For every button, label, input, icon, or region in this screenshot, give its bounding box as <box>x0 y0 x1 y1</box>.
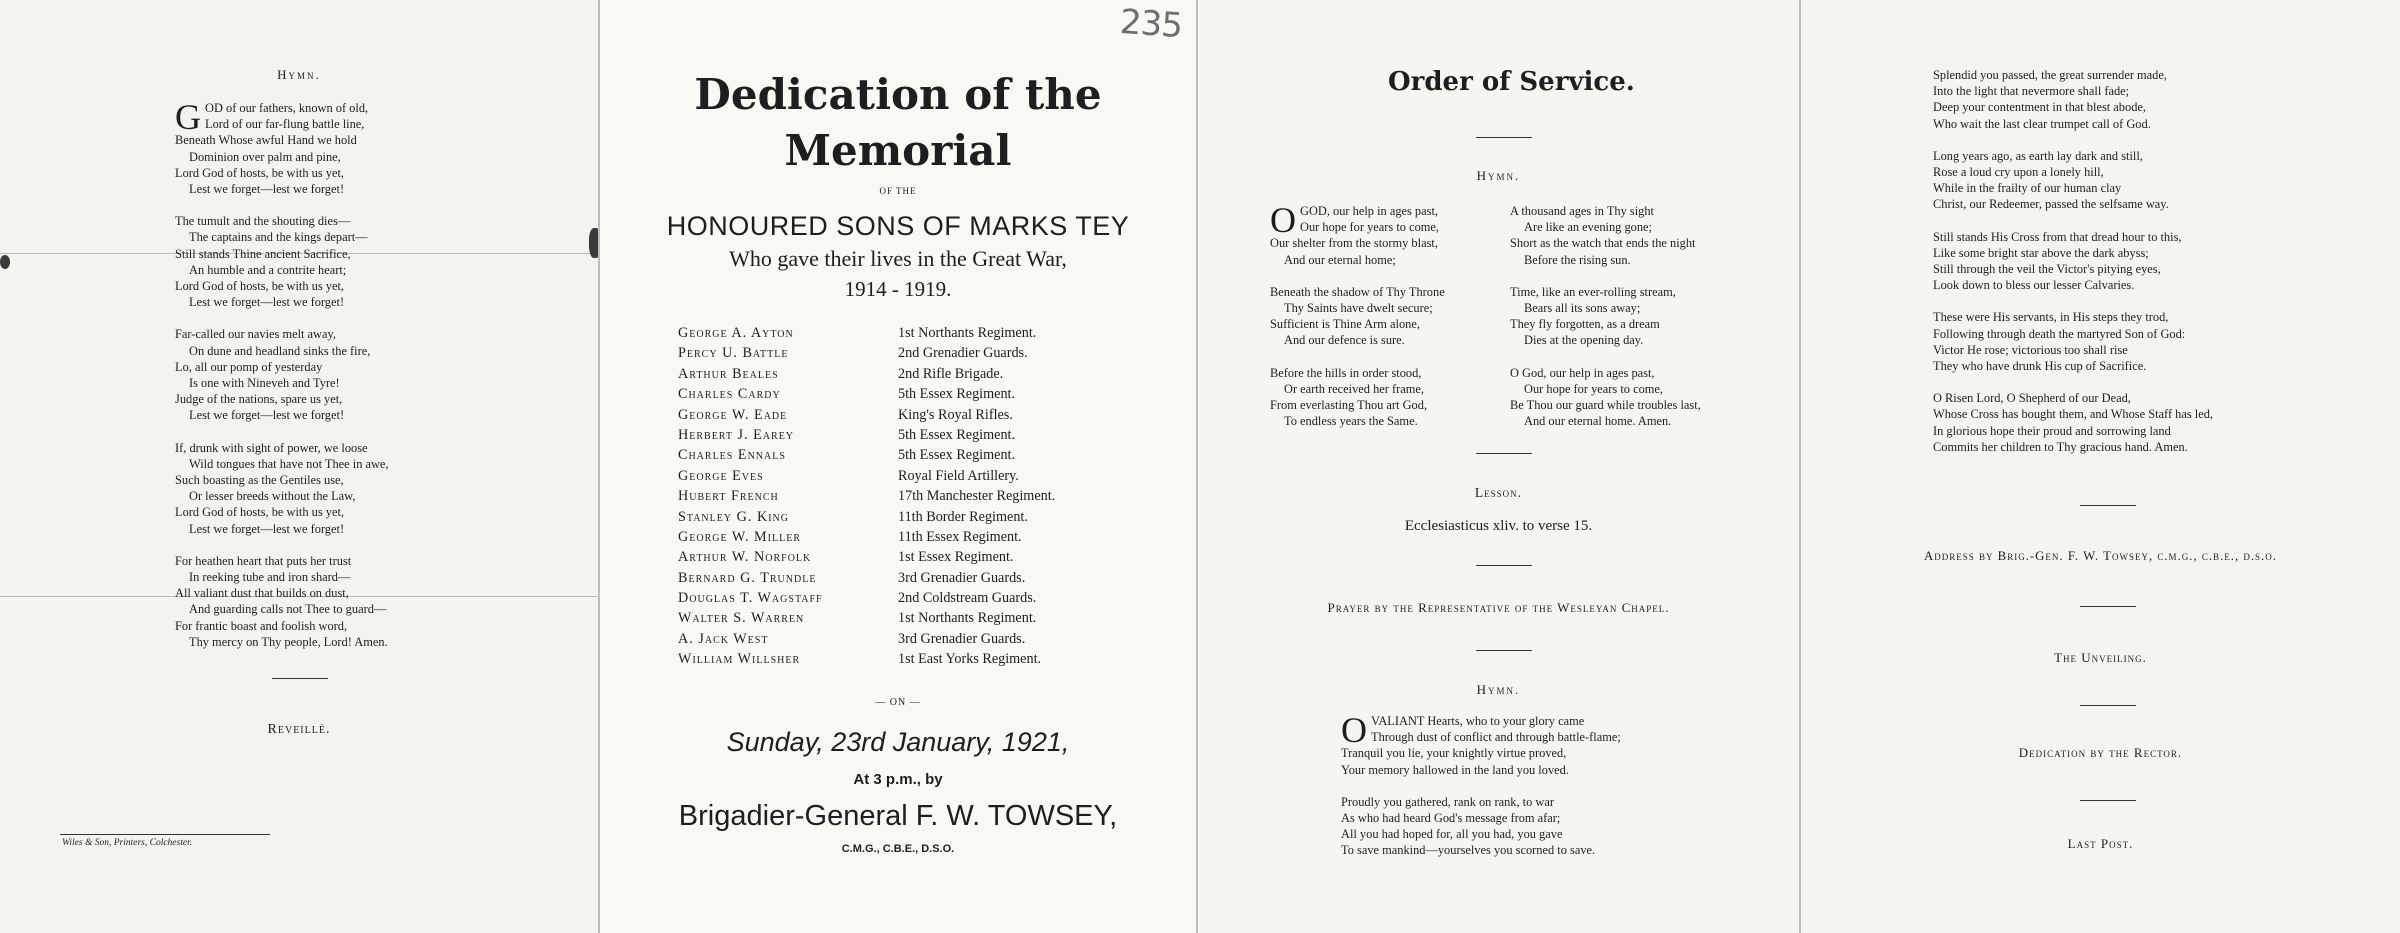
hymn-title: Hymn. <box>1476 682 1521 697</box>
roll-row <box>678 608 1148 628</box>
verse-line: Through dust of conflict and through battle-flame; <box>1371 730 1621 745</box>
verse-line: Lord God of hosts, be with us yet, <box>175 505 344 520</box>
roll-row <box>678 507 1148 527</box>
roll-row <box>678 405 1148 425</box>
reveille-heading: Reveillé. <box>267 722 331 737</box>
verse-line: As who had heard God's message from afar; <box>1341 811 1561 826</box>
stanza <box>1933 67 2353 132</box>
subtitle: Who gave their lives in the Great War, <box>729 246 1067 271</box>
soldier-name: Charles Cardy <box>678 386 781 403</box>
soldier-regiment: King's Royal Rifles. <box>898 406 1013 423</box>
verse-line: Tranquil you lie, your knightly virtue proved, <box>1341 746 1567 761</box>
verse-line: OD of our fathers, known of old, <box>205 101 369 115</box>
verse-line: O God, our help in ages past, <box>1510 365 1655 380</box>
page-order-of-service <box>1198 0 1799 933</box>
roll-row <box>678 384 1148 404</box>
verse-line: Who wait the last clear trumpet call of God. <box>1933 116 2151 131</box>
verse-line: Into the light that nevermore shall fade; <box>1933 84 2130 99</box>
hymn-title: Hymn. <box>1476 168 1521 183</box>
roll-row <box>678 364 1148 384</box>
verse-line: Or earth received her frame, <box>1284 381 1424 396</box>
stanza <box>1933 390 2353 455</box>
order-of-service-title: Order of Service. <box>1388 67 1635 97</box>
soldier-regiment: 17th Manchester Regiment. <box>898 488 1056 505</box>
soldier-name: Charles Ennals <box>678 447 786 464</box>
roll-row <box>678 323 1148 343</box>
roll-row <box>678 629 1148 649</box>
verse-line: If, drunk with sight of power, we loose <box>175 440 368 455</box>
roll-row <box>678 445 1148 465</box>
verse-line: In glorious hope their proud and sorrowing land <box>1933 423 2171 438</box>
verse-line: Lest we forget—lest we forget! <box>189 295 345 310</box>
address-heading: Address by Brig.-Gen. F. W. Towsey, c.m.g., c.b.e., d.s.o. <box>1924 549 2277 563</box>
soldier-name: A. Jack West <box>678 630 769 647</box>
printer-rule <box>60 834 270 835</box>
verse-line: And guarding calls not Thee to guard— <box>189 602 387 617</box>
soldier-name: George A. Ayton <box>678 325 794 341</box>
verse-line: Like some bright star above the dark abyss; <box>1933 245 2149 260</box>
verse-line: Following through death the martyred Son of God: <box>1933 326 2186 341</box>
verse-line: Our shelter from the stormy blast, <box>1270 236 1438 251</box>
verse-line: Our hope for years to come, <box>1524 381 1664 396</box>
hymn-verses <box>1341 710 1761 859</box>
verse-line: Beneath the shadow of Thy Throne <box>1270 284 1445 299</box>
stanza <box>1510 365 1770 430</box>
service-date: Sunday, 23rd January, 1921, <box>726 727 1070 757</box>
soldier-name: Stanley G. King <box>678 508 789 525</box>
verse-line: Short as the watch that ends the night <box>1510 236 1696 251</box>
stanza <box>1933 148 2353 213</box>
prayer-heading: Prayer by the Representative of the Wesleyan Chapel. <box>1327 600 1670 615</box>
verse-line: All you had hoped for, all you had, you gave <box>1341 827 1563 842</box>
lesson-heading: Lesson. <box>1474 485 1523 500</box>
roll-row <box>678 649 1148 669</box>
verse-line: These were His servants, in His steps they trod, <box>1933 310 2169 325</box>
verse-line: Bears all its sons away; <box>1524 301 1641 316</box>
verse-line: Before the rising sun. <box>1524 252 1631 267</box>
roll-of-honour <box>678 323 1148 670</box>
verse-line: Judge of the nations, spare us yet, <box>175 392 343 407</box>
verse-line: For heathen heart that puts her trust <box>175 553 352 568</box>
verse-line: Dies at the opening day. <box>1524 333 1644 348</box>
page-service-continued <box>1801 0 2400 933</box>
unveiling-heading: The Unveiling. <box>2054 650 2147 665</box>
verse-line: Long years ago, as earth lay dark and still, <box>1933 148 2143 163</box>
hymn-verses <box>1933 67 2353 455</box>
stanza <box>1510 284 1770 349</box>
verse-line: Lo, all our pomp of yesterday <box>175 359 323 374</box>
soldier-name: Bernard G. Trundle <box>678 569 817 586</box>
hymn-column-right <box>1510 203 1770 429</box>
soldier-regiment: 11th Border Regiment. <box>898 508 1028 525</box>
verse-line: Or lesser breeds without the Law, <box>189 489 356 504</box>
verse-line: The tumult and the shouting dies— <box>175 214 351 229</box>
hymn-column-left <box>1270 200 1520 429</box>
soldier-regiment: 1st Northants Regiment. <box>898 325 1037 341</box>
verse-line: Our hope for years to come, <box>1300 220 1440 235</box>
verse-line: Still stands His Cross from that dread hour to this, <box>1933 229 2182 244</box>
honoured-heading: HONOURED SONS OF MARKS TEY <box>666 211 1130 241</box>
ink-blot <box>589 228 598 258</box>
verse-line: To endless years the Same. <box>1284 414 1418 429</box>
soldier-name: Arthur W. Norfolk <box>678 549 812 566</box>
divider-rule <box>1476 650 1532 651</box>
stanza <box>175 213 505 310</box>
stanza <box>1510 203 1770 268</box>
soldier-name: Percy U. Battle <box>678 345 789 362</box>
verse-line: Lest we forget—lest we forget! <box>189 408 345 423</box>
verse-line: For frantic boast and foolish word, <box>175 618 348 633</box>
verse-line: Sufficient is Thine Arm alone, <box>1270 317 1420 332</box>
verse-line: Still through the veil the Victor's pitying eyes, <box>1933 262 2161 277</box>
verse-line: Lest we forget—lest we forget! <box>189 182 345 197</box>
stanza <box>1933 229 2353 294</box>
verse-line: Dominion over palm and pine, <box>189 149 341 164</box>
roll-row <box>678 486 1148 506</box>
divider-rule <box>2080 705 2136 706</box>
page-memorial-title <box>600 0 1196 933</box>
divider-rule <box>2080 800 2136 801</box>
verse-line: Such boasting as the Gentiles use, <box>175 473 344 488</box>
verse-line: Are like an evening gone; <box>1524 220 1652 235</box>
lesson-reference: Ecclesiasticus xliv. to verse 15. <box>1404 518 1593 534</box>
verse-line: And our defence is sure. <box>1284 333 1405 348</box>
service-time: At 3 p.m., by <box>853 771 943 788</box>
drop-cap: O <box>1341 710 1367 750</box>
divider-rule <box>1476 453 1532 454</box>
stanza <box>1341 710 1761 778</box>
verse-line: To save mankind—yourselves you scorned to save. <box>1341 843 1596 858</box>
printer-imprint: Wiles & Son, Printers, Colchester. <box>62 838 193 848</box>
stanza <box>175 326 505 423</box>
verse-line: Far-called our navies melt away, <box>175 327 336 342</box>
drop-cap: G <box>175 97 201 137</box>
soldier-regiment: 1st Northants Regiment. <box>898 610 1037 627</box>
verse-line: On dune and headland sinks the fire, <box>189 343 371 358</box>
verse-line: And our eternal home. Amen. <box>1524 414 1672 429</box>
officer-honours: C.M.G., C.B.E., D.S.O. <box>841 843 955 855</box>
hymn-title: Hymn. <box>277 67 321 82</box>
verse-line: Deep your contentment in that blest abode, <box>1933 100 2146 115</box>
soldier-name: Hubert French <box>678 488 779 505</box>
soldier-regiment: Royal Field Artillery. <box>898 467 1019 484</box>
verse-line: Whose Cross has bought them, and Whose Staff has led, <box>1933 407 2214 422</box>
roll-row <box>678 343 1148 363</box>
verse-line: Victor He rose; victorious too shall rise <box>1933 342 2128 357</box>
stanza <box>1933 309 2353 374</box>
stanza <box>1341 794 1761 859</box>
verse-line: And our eternal home; <box>1284 252 1396 267</box>
soldier-regiment: 1st East Yorks Regiment. <box>898 651 1042 668</box>
soldier-regiment: 2nd Grenadier Guards. <box>898 345 1028 362</box>
stanza <box>1270 365 1520 430</box>
soldier-regiment: 2nd Rifle Brigade. <box>898 365 1004 382</box>
verse-line: Splendid you passed, the great surrender made, <box>1933 68 2167 82</box>
verse-line: A thousand ages in Thy sight <box>1510 204 1654 218</box>
war-years: 1914 - 1919. <box>844 277 952 301</box>
ink-blot <box>0 255 10 269</box>
dedication-heading: Dedication by the Rector. <box>2018 745 2183 760</box>
verse-line: While in the frailty of our human clay <box>1933 181 2122 196</box>
verse-line: An humble and a contrite heart; <box>189 262 347 277</box>
verse-line: Beneath Whose awful Hand we hold <box>175 133 357 148</box>
verse-line: They who have drunk His cup of Sacrifice. <box>1933 359 2147 374</box>
soldier-name: George W. Miller <box>678 528 801 545</box>
stanza <box>175 97 505 197</box>
soldier-name: Douglas T. Wagstaff <box>678 590 823 607</box>
verse-line: Christ, our Redeemer, passed the selfsame way. <box>1933 197 2169 212</box>
on-label: — ON — <box>875 697 921 708</box>
stanza <box>175 553 505 650</box>
divider-rule <box>2080 606 2136 607</box>
verse-line: Thy Saints have dwelt secure; <box>1284 301 1433 316</box>
verse-line: All valiant dust that builds on dust, <box>175 586 349 601</box>
verse-line: Lord God of hosts, be with us yet, <box>175 165 344 180</box>
verse-line: Commits her children to Thy gracious hand. Amen. <box>1933 439 2188 454</box>
page-hymn-recessional <box>0 0 598 933</box>
roll-row <box>678 466 1148 486</box>
verse-line: In reeking tube and iron shard— <box>189 570 351 585</box>
stanza <box>175 440 505 537</box>
soldier-regiment: 1st Essex Regiment. <box>898 549 1014 566</box>
verse-line: Time, like an ever-rolling stream, <box>1510 284 1676 299</box>
title-line-2: Memorial <box>784 126 1012 175</box>
of-the-label: OF THE <box>879 186 917 196</box>
verse-line: Be Thou our guard while troubles last, <box>1510 398 1701 413</box>
soldier-name: Arthur Beales <box>678 365 779 382</box>
verse-line: VALIANT Hearts, who to your glory came <box>1371 714 1585 728</box>
soldier-regiment: 11th Essex Regiment. <box>898 528 1022 545</box>
divider-rule <box>1476 565 1532 566</box>
stanza <box>1270 284 1520 349</box>
verse-line: Wild tongues that have not Thee in awe, <box>189 456 389 471</box>
soldier-name: Herbert J. Earey <box>678 426 795 443</box>
verse-line: Still stands Thine ancient Sacrifice, <box>175 246 351 261</box>
soldier-name: Walter S. Warren <box>678 610 805 627</box>
title-line-1: Dedication of the <box>694 70 1102 119</box>
verse-line: Look down to bless our lesser Calvaries. <box>1933 278 2135 293</box>
roll-row <box>678 527 1148 547</box>
verse-line: O Risen Lord, O Shepherd of our Dead, <box>1933 391 2131 406</box>
verse-line: Your memory hallowed in the land you loved. <box>1341 762 1569 777</box>
divider-rule <box>1476 137 1532 138</box>
soldier-regiment: 5th Essex Regiment. <box>898 447 1016 464</box>
soldier-regiment: 5th Essex Regiment. <box>898 426 1016 443</box>
soldier-name: George W. Eade <box>678 406 788 423</box>
verse-line: Proudly you gathered, rank on rank, to war <box>1341 794 1554 809</box>
verse-line: Before the hills in order stood, <box>1270 365 1422 380</box>
last-post-heading: Last Post. <box>2067 836 2134 851</box>
verse-line: Rose a loud cry upon a lonely hill, <box>1933 165 2104 180</box>
roll-row <box>678 425 1148 445</box>
divider-rule <box>272 678 328 679</box>
verse-line: GOD, our help in ages past, <box>1300 204 1438 218</box>
soldier-regiment: 3rd Grenadier Guards. <box>898 569 1026 586</box>
soldier-regiment: 5th Essex Regiment. <box>898 386 1016 403</box>
roll-row <box>678 588 1148 608</box>
soldier-regiment: 3rd Grenadier Guards. <box>898 630 1026 647</box>
divider-rule <box>2080 505 2136 506</box>
drop-cap: O <box>1270 200 1296 240</box>
stanza <box>1270 200 1520 268</box>
hymn-verses <box>175 97 505 650</box>
verse-line: From everlasting Thou art God, <box>1270 398 1428 413</box>
soldier-regiment: 2nd Coldstream Guards. <box>898 590 1037 607</box>
verse-line: Thy mercy on Thy people, Lord! Amen. <box>189 634 388 649</box>
page-number-annotation: 235 <box>1118 1 1184 47</box>
roll-row <box>678 568 1148 588</box>
soldier-name: William Willsher <box>678 651 801 668</box>
verse-line: Is one with Nineveh and Tyre! <box>189 376 340 391</box>
verse-line: Lord God of hosts, be with us yet, <box>175 279 344 294</box>
officiating-officer: Brigadier-General F. W. TOWSEY, <box>678 800 1118 832</box>
roll-row <box>678 547 1148 567</box>
verse-line: Lord of our far-flung battle line, <box>205 117 365 132</box>
verse-line: Lest we forget—lest we forget! <box>189 521 345 536</box>
soldier-name: George Eves <box>678 467 764 484</box>
verse-line: They fly forgotten, as a dream <box>1510 317 1660 332</box>
verse-line: The captains and the kings depart— <box>189 230 368 245</box>
